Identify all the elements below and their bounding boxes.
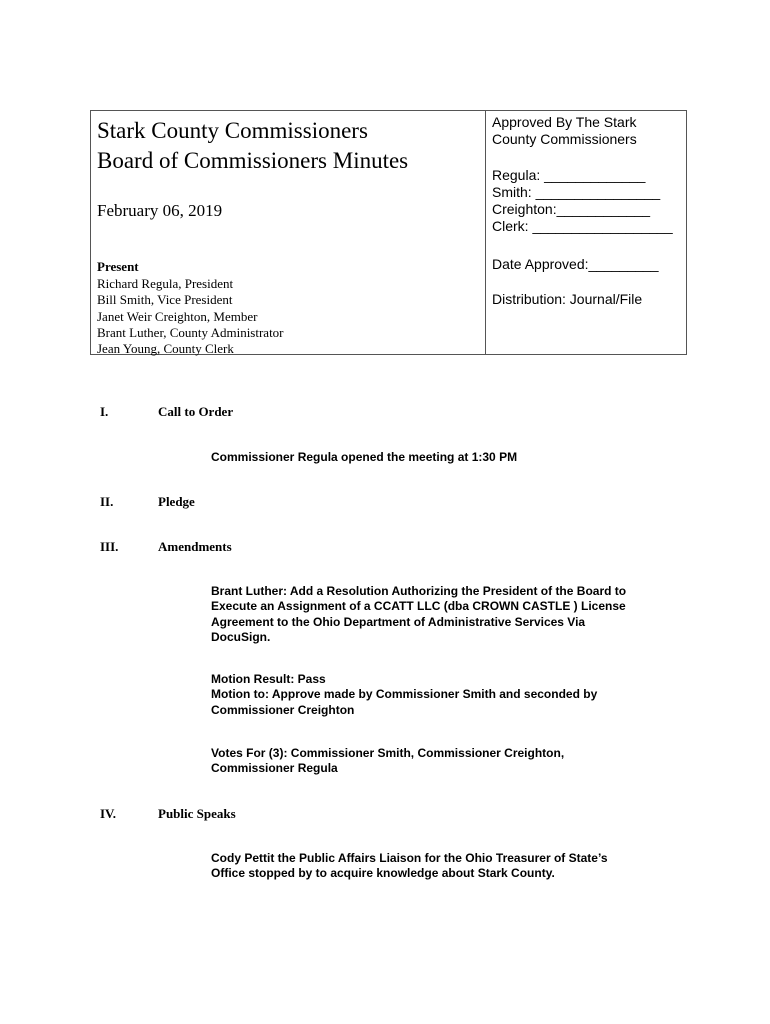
paragraph-line: Votes For (3): Commissioner Smith, Commissioner Creighton, xyxy=(211,746,565,760)
header-left-cell xyxy=(91,111,485,357)
section-paragraph xyxy=(211,746,564,777)
distribution-line: Distribution: Journal/File xyxy=(492,291,643,307)
paragraph-line: Brant Luther: Add a Resolution Authorizing the President of the Board to xyxy=(211,584,627,598)
paragraph-line: Commissioner Regula opened the meeting at 1:30 PM xyxy=(211,450,518,464)
section-number: IV. xyxy=(100,806,117,821)
paragraph-line: Cody Pettit the Public Affairs Liaison for the Ohio Treasurer of State’s xyxy=(211,851,608,865)
section-title: Pledge xyxy=(158,494,195,509)
section-paragraph xyxy=(211,450,517,465)
approval-line2: County Commissioners xyxy=(492,131,637,147)
section-title: Call to Order xyxy=(158,404,234,419)
section-title: Public Speaks xyxy=(158,806,236,821)
present-member: Richard Regula, President xyxy=(97,276,234,291)
smith-signature-line: Smith: ________________ xyxy=(492,184,661,200)
present-member: Janet Weir Creighton, Member xyxy=(97,308,258,324)
section-title: Amendments xyxy=(158,539,232,554)
section-paragraph xyxy=(211,672,597,718)
approval-line1: Approved By The Stark xyxy=(492,114,637,130)
section-paragraph xyxy=(211,851,608,882)
document-title-line2: Board of Commissioners Minutes xyxy=(97,148,409,173)
paragraph-line: DocuSign. xyxy=(211,629,271,644)
meeting-date: February 06, 2019 xyxy=(97,201,223,220)
header-right-cell xyxy=(485,111,687,354)
paragraph-line: Execute an Assignment of a CCATT LLC (dba CROWN CASTLE ) License xyxy=(211,599,626,614)
present-member: Brant Luther, County Administrator xyxy=(97,324,284,340)
regula-signature-line: Regula: _____________ xyxy=(492,167,646,183)
present-member: Jean Young, County Clerk xyxy=(97,341,234,357)
present-list xyxy=(97,276,284,357)
paragraph-line: Commissioner Regula xyxy=(211,761,338,776)
clerk-signature-line: Clerk: __________________ xyxy=(492,218,673,234)
present-member: Bill Smith, Vice President xyxy=(97,292,233,308)
document-title-line1: Stark County Commissioners xyxy=(97,118,368,143)
present-heading: Present xyxy=(97,259,139,274)
section-number: III. xyxy=(100,539,119,554)
date-approved-line: Date Approved:_________ xyxy=(492,256,659,272)
creighton-signature-line: Creighton:____________ xyxy=(492,201,651,217)
paragraph-line: Agreement to the Ohio Department of Administrative Services Via xyxy=(211,614,586,629)
paragraph-line: Commissioner Creighton xyxy=(211,702,355,717)
paragraph-line: Office stopped by to acquire knowledge about Stark County. xyxy=(211,866,555,881)
section-number: I. xyxy=(100,404,109,419)
paragraph-line: Motion to: Approve made by Commissioner Smith and seconded by xyxy=(211,687,598,702)
section-paragraph xyxy=(211,584,626,645)
header-table xyxy=(90,110,687,355)
section-number: II. xyxy=(100,494,114,509)
paragraph-line: Motion Result: Pass xyxy=(211,672,326,686)
